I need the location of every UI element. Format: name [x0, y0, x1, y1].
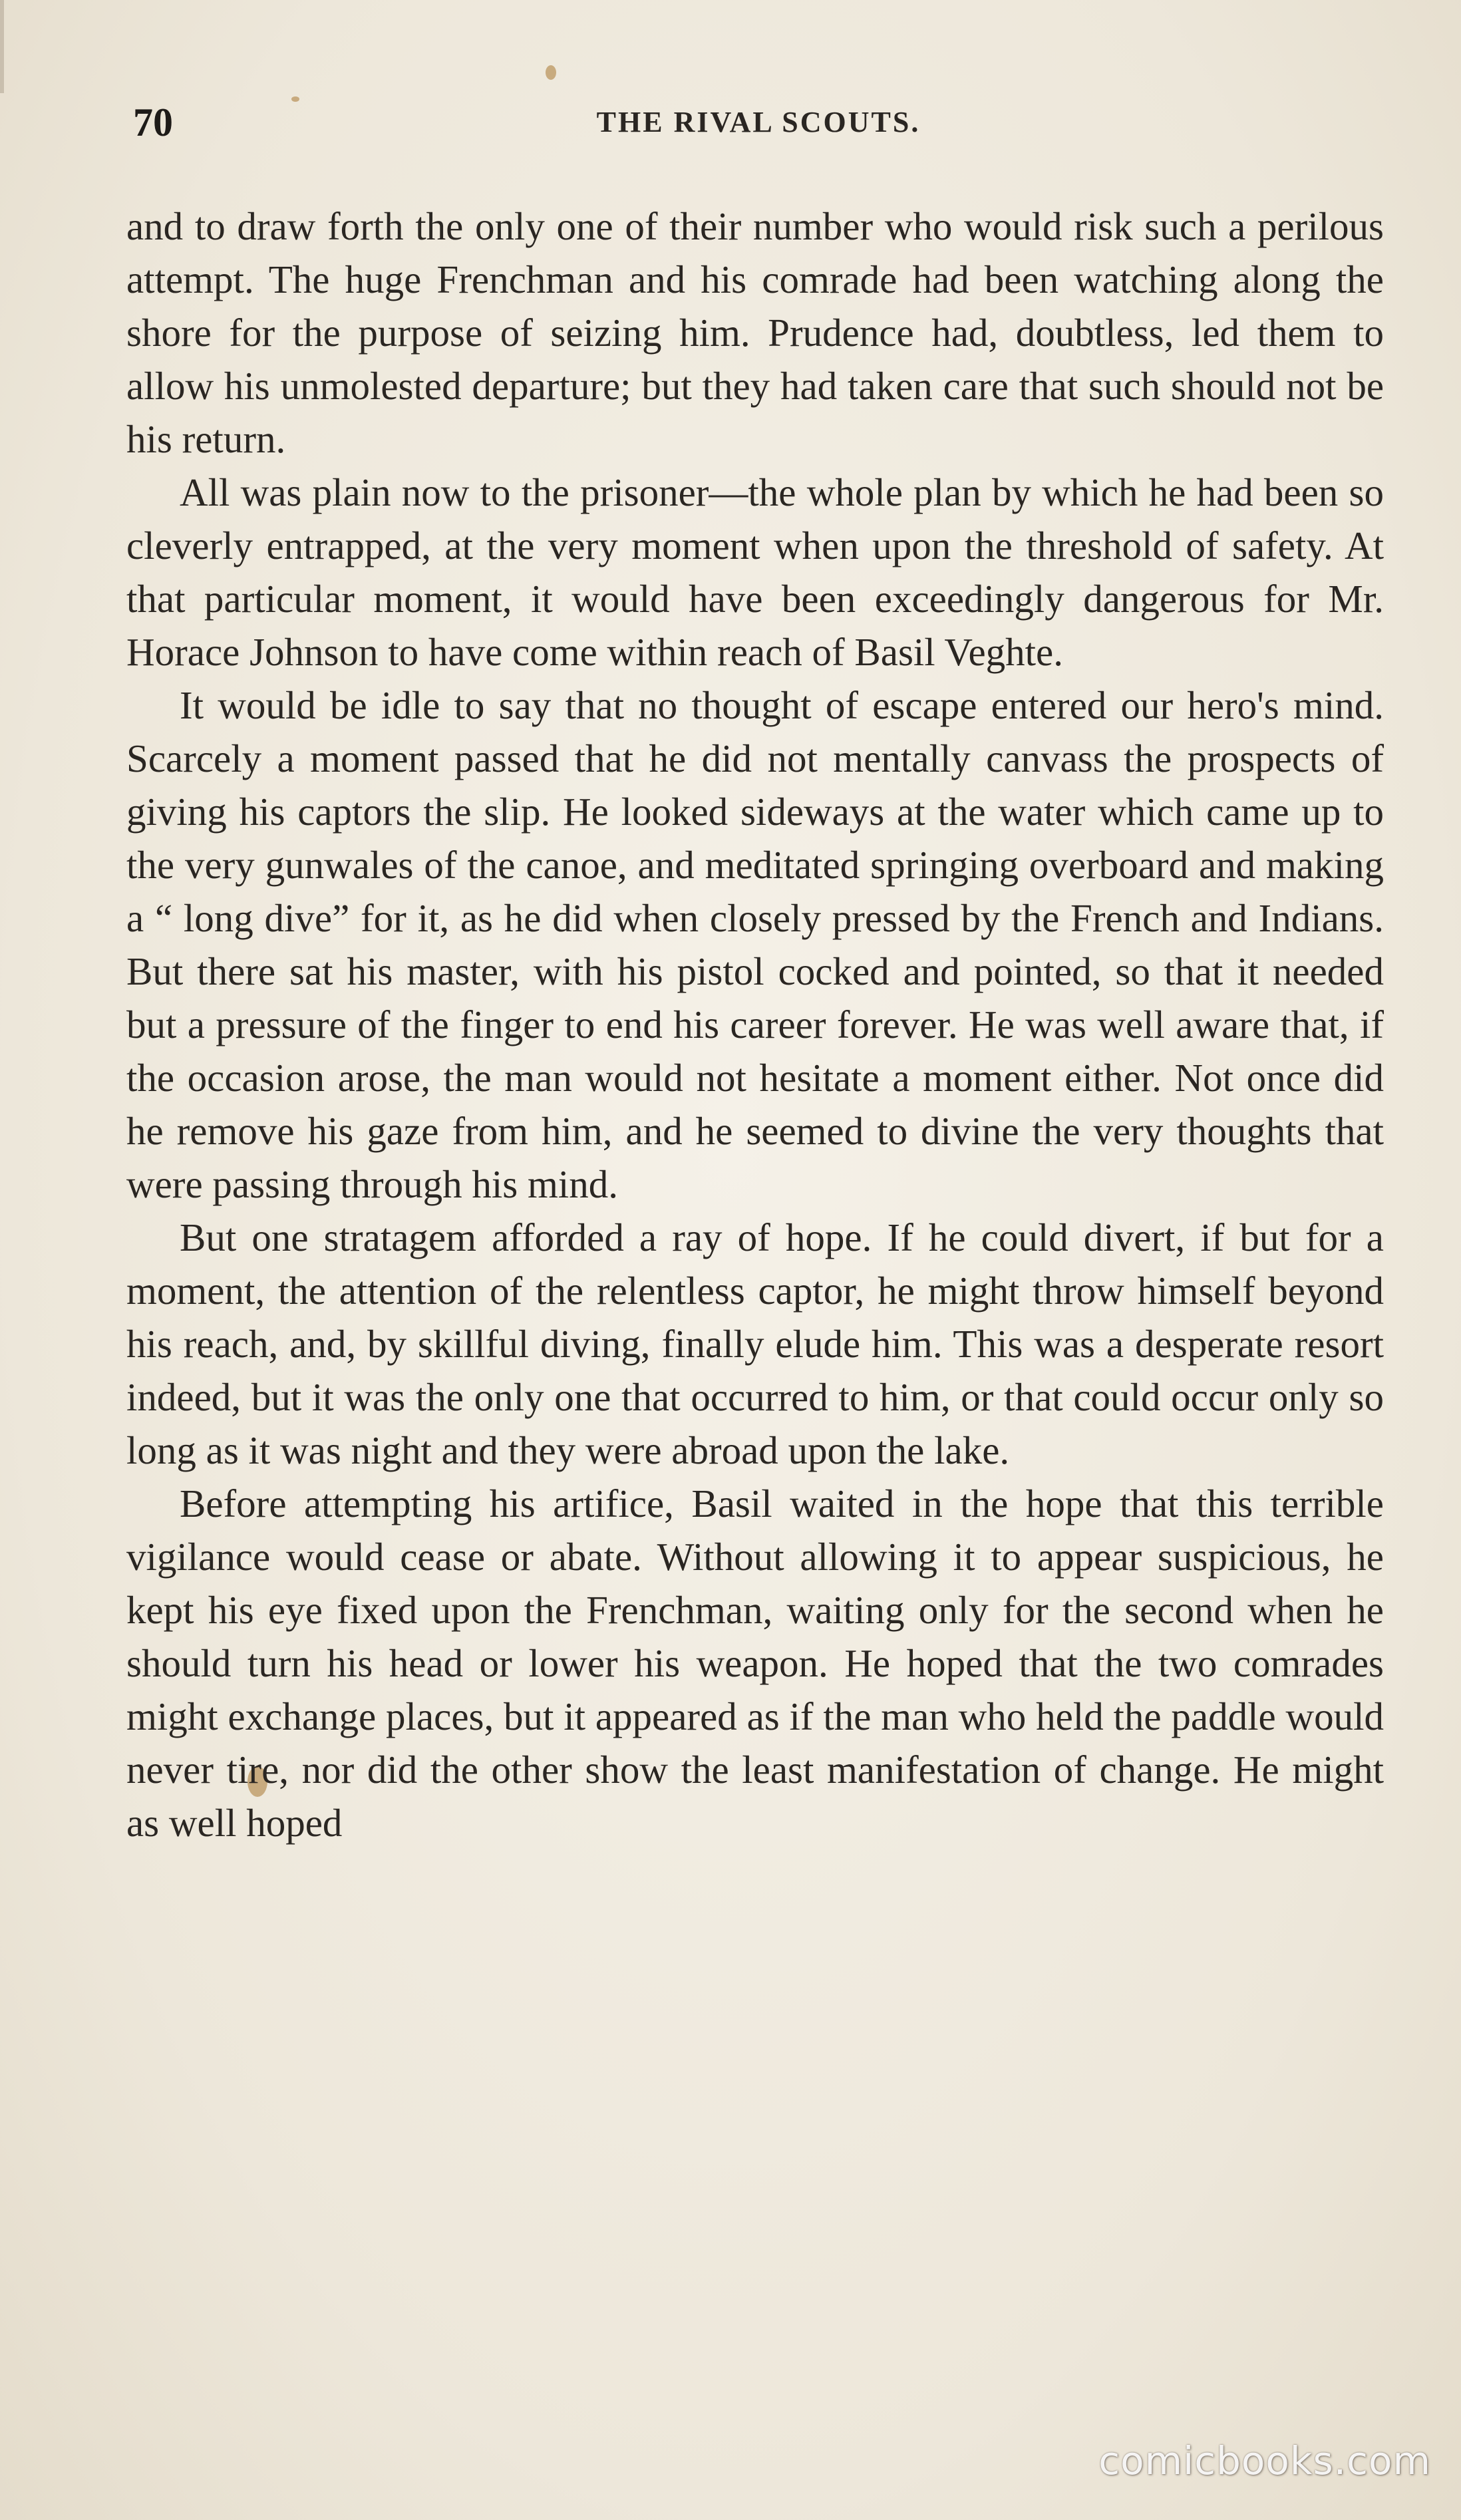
page-header: [133, 100, 1384, 153]
paragraph: Before attempting his artifice, Basil waited in the hope that this terrible vigilance would cease or abate. Without allowing it to appear suspicious, he kept his eye fixed upon the Frenchman, waiting only for the second when he should turn his head or lower his weapon. He hoped that the two comrades might exchange places, but it appeared as if the man who held the paddle would never tire, nor did the other show the least manifestation of change. He might as well hoped: [126, 1482, 1384, 1845]
paragraph: and to draw forth the only one of their number who would risk such a perilous attempt. The huge Frenchman and his comrade had been watching along the shore for the purpose of seizing him. Prudence had, doubtless, led them to allow his unmolested departure; but they had taken care that such should not be his return.: [126, 204, 1384, 461]
body-text: [126, 200, 1384, 1849]
paragraph: But one stratagem afforded a ray of hope. If he could divert, if but for a moment, the attention of the relentless captor, he might throw himself beyond his reach, and, by skillful diving, finally elude him. This was a desperate resort indeed, but it was the only one that occurred to him, or that could occur only so long as it was night and they were abroad upon the lake.: [126, 1215, 1384, 1472]
running-title: THE RIVAL SCOUTS.: [596, 106, 921, 138]
paragraph: It would be idle to say that no thought of escape entered our hero's mind. Scarcely a moment passed that he did not mentally canvass the prospects of giving his captors the slip. He looked sideways at the water which came up to the very gunwales of the canoe, and meditated springing overboard and making a “ long dive” for it, as he did when closely pressed by the French and Indians. But there sat his master, with his pistol cocked and pointed, so that it needed but a pressure of the finger to end his career forever. He was well aware that, if the occasion arose, the man would not hesitate a moment either. Not once did he remove his gaze from him, and he seemed to divine the very thoughts that were passing through his mind.: [126, 683, 1384, 1206]
watermark: comicbooks.com: [1098, 2438, 1431, 2483]
page-number: 70: [133, 100, 173, 144]
ink-stain: [546, 65, 556, 80]
paragraph: All was plain now to the prisoner—the whole plan by which he had been so cleverly entrapped, at the very moment when upon the threshold of safety. At that particular moment, it would have been exceedingly dangerous for Mr. Horace Johnson to have come within reach of Basil Veghte.: [126, 470, 1384, 674]
page-edge: [0, 0, 4, 93]
